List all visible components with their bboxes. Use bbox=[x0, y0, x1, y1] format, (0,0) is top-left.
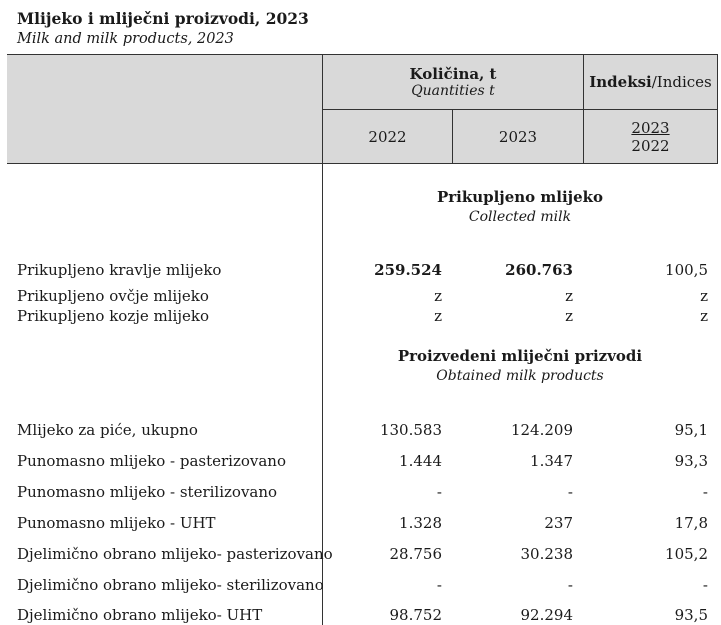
value-2022: 1.444 bbox=[399, 452, 442, 470]
value-index: 100,5 bbox=[665, 261, 708, 279]
row-label: Djelimično obrano mlijeko- pasterizovano bbox=[17, 545, 333, 563]
year-2022-label: 2022 bbox=[368, 127, 407, 146]
section-subtitle: Collected milk bbox=[468, 209, 572, 225]
header-bottom-border bbox=[7, 163, 718, 164]
value-index: z bbox=[700, 287, 708, 305]
value-2022: 98.752 bbox=[389, 606, 442, 624]
row-label: Djelimično obrano mlijeko- UHT bbox=[17, 606, 263, 624]
index-header-label: Indeksi bbox=[589, 73, 652, 91]
row-label: Punomasno mlijeko - sterilizovano bbox=[17, 483, 278, 501]
year-2023-header bbox=[453, 110, 583, 163]
value-index: 105,2 bbox=[665, 545, 708, 563]
page-title: Mlijeko i mliječni proizvodi, 2023 bbox=[17, 9, 309, 28]
value-2022: 1.328 bbox=[399, 514, 442, 532]
index-ratio-header bbox=[584, 110, 717, 163]
row-label: Punomasno mlijeko - UHT bbox=[17, 514, 216, 532]
table-row bbox=[0, 513, 721, 533]
value-2023: - bbox=[567, 483, 573, 501]
value-2023: z bbox=[565, 287, 573, 305]
table-row bbox=[0, 260, 721, 280]
table-row bbox=[0, 544, 721, 564]
year-2022-header bbox=[323, 110, 452, 163]
value-index: - bbox=[702, 576, 708, 594]
index-ratio-denominator: 2022 bbox=[631, 136, 670, 155]
row-label: Punomasno mlijeko - pasterizovano bbox=[17, 452, 286, 470]
value-index: z bbox=[700, 307, 708, 325]
table-row bbox=[0, 306, 721, 326]
value-2022: z bbox=[434, 307, 442, 325]
index-header-sublabel: /Indices bbox=[651, 73, 712, 91]
section-subtitle: Obtained milk products bbox=[436, 368, 604, 384]
value-2023: 1.347 bbox=[530, 452, 573, 470]
index-header bbox=[584, 55, 717, 109]
value-index: 17,8 bbox=[674, 514, 708, 532]
section-collected-milk bbox=[322, 187, 718, 227]
table-row bbox=[0, 575, 721, 595]
row-label: Prikupljeno ovčje mlijeko bbox=[17, 287, 209, 305]
value-2022: 28.756 bbox=[389, 545, 442, 563]
value-index: 93,5 bbox=[674, 606, 708, 624]
value-index: - bbox=[702, 483, 708, 501]
row-label: Djelimično obrano mlijeko- sterilizovano bbox=[17, 576, 324, 594]
value-2022: z bbox=[434, 287, 442, 305]
quantity-header-sublabel: Quantities t bbox=[411, 83, 495, 99]
index-ratio-numerator: 2023 bbox=[631, 118, 670, 137]
value-2022: - bbox=[436, 483, 442, 501]
section-obtained-milk-products bbox=[322, 346, 718, 386]
value-2023: 237 bbox=[544, 514, 573, 532]
value-2023: 92.294 bbox=[520, 606, 573, 624]
table-row bbox=[0, 605, 721, 625]
section-title: Proizvedeni mliječni prizvodi bbox=[397, 347, 643, 365]
table-row bbox=[0, 482, 721, 502]
value-index: 93,3 bbox=[674, 452, 708, 470]
row-label: Prikupljeno kozje mlijeko bbox=[17, 307, 209, 325]
value-2023: z bbox=[565, 307, 573, 325]
quantity-header-label: Količina, t bbox=[409, 65, 497, 83]
table-row bbox=[0, 451, 721, 471]
table-row bbox=[0, 420, 721, 440]
year-2023-label: 2023 bbox=[498, 127, 538, 146]
value-2022: 130.583 bbox=[379, 421, 442, 439]
value-2022: - bbox=[436, 576, 442, 594]
value-2023: 30.238 bbox=[520, 545, 573, 563]
row-label: Mlijeko za piće, ukupno bbox=[17, 421, 198, 439]
value-2023: 124.209 bbox=[510, 421, 573, 439]
value-2022: 259.524 bbox=[374, 261, 442, 279]
value-2023: - bbox=[567, 576, 573, 594]
row-label: Prikupljeno kravlje mlijeko bbox=[17, 261, 222, 279]
table-row bbox=[0, 286, 721, 306]
section-title: Prikupljeno mlijeko bbox=[436, 188, 604, 206]
page-subtitle: Milk and milk products, 2023 bbox=[17, 31, 234, 47]
quantity-header bbox=[323, 55, 583, 109]
value-2023: 260.763 bbox=[505, 261, 573, 279]
value-index: 95,1 bbox=[674, 421, 708, 439]
header-right-border bbox=[717, 54, 718, 164]
